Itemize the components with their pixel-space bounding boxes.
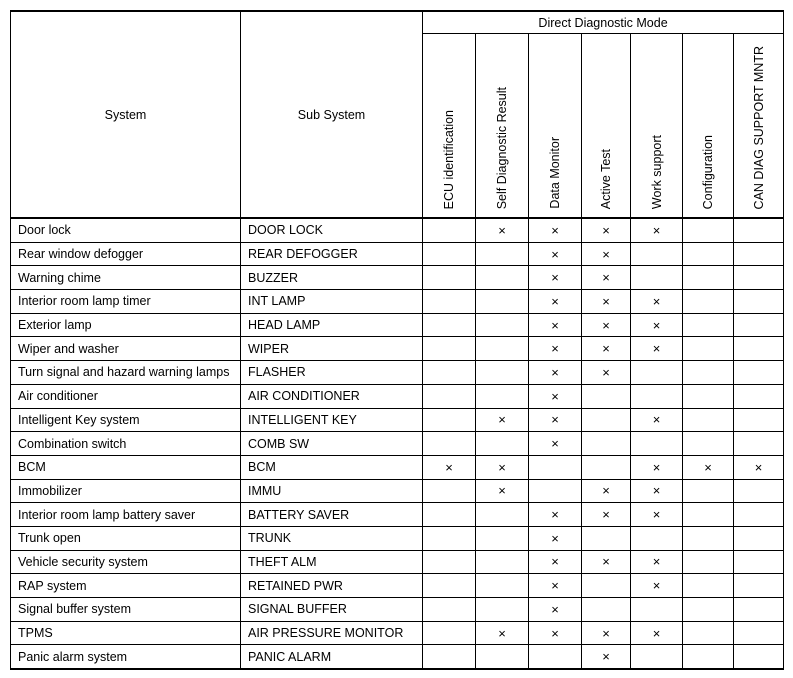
sub-system-cell: INTELLIGENT KEY (241, 408, 423, 432)
empty-cell (476, 266, 529, 290)
mode-column-header (683, 34, 734, 219)
supported-mark: × (582, 218, 631, 242)
supported-mark: × (529, 432, 582, 456)
sub-system-cell: HEAD LAMP (241, 313, 423, 337)
empty-cell (582, 455, 631, 479)
mode-header-label: ECU identification (442, 109, 456, 209)
empty-cell (734, 598, 784, 622)
sub-system-cell: BUZZER (241, 266, 423, 290)
system-cell: Interior room lamp timer (11, 290, 241, 314)
supported-mark: × (476, 621, 529, 645)
empty-cell (476, 550, 529, 574)
table-row (11, 479, 784, 503)
table-row (11, 337, 784, 361)
system-cell: Panic alarm system (11, 645, 241, 669)
empty-cell (631, 598, 683, 622)
empty-cell (529, 455, 582, 479)
empty-cell (631, 645, 683, 669)
system-cell: Warning chime (11, 266, 241, 290)
empty-cell (582, 526, 631, 550)
empty-cell (423, 384, 476, 408)
empty-cell (734, 621, 784, 645)
sub-system-cell: AIR PRESSURE MONITOR (241, 621, 423, 645)
supported-mark: × (631, 503, 683, 527)
system-cell: Combination switch (11, 432, 241, 456)
sub-system-cell: TRUNK (241, 526, 423, 550)
supported-mark: × (476, 479, 529, 503)
supported-mark: × (582, 503, 631, 527)
empty-cell (631, 361, 683, 385)
system-cell: Trunk open (11, 526, 241, 550)
empty-cell (734, 408, 784, 432)
empty-cell (683, 290, 734, 314)
table-row (11, 242, 784, 266)
empty-cell (476, 598, 529, 622)
empty-cell (734, 361, 784, 385)
mode-column-header (529, 34, 582, 219)
empty-cell (631, 266, 683, 290)
empty-cell (582, 384, 631, 408)
supported-mark: × (734, 455, 784, 479)
empty-cell (683, 266, 734, 290)
empty-cell (423, 526, 476, 550)
supported-mark: × (631, 574, 683, 598)
empty-cell (423, 503, 476, 527)
sub-system-cell: COMB SW (241, 432, 423, 456)
sub-system-cell: DOOR LOCK (241, 218, 423, 242)
empty-cell (734, 479, 784, 503)
system-cell: Door lock (11, 218, 241, 242)
supported-mark: × (582, 242, 631, 266)
system-cell: RAP system (11, 574, 241, 598)
empty-cell (423, 290, 476, 314)
empty-cell (683, 432, 734, 456)
supported-mark: × (582, 313, 631, 337)
empty-cell (582, 408, 631, 432)
empty-cell (734, 218, 784, 242)
table-row (11, 621, 784, 645)
empty-cell (423, 621, 476, 645)
supported-mark: × (582, 645, 631, 669)
supported-mark: × (631, 550, 683, 574)
empty-cell (683, 313, 734, 337)
empty-cell (476, 361, 529, 385)
empty-cell (423, 218, 476, 242)
table-row (11, 455, 784, 479)
system-cell: Vehicle security system (11, 550, 241, 574)
empty-cell (683, 337, 734, 361)
mode-column-header (582, 34, 631, 219)
empty-cell (683, 361, 734, 385)
supported-mark: × (631, 337, 683, 361)
empty-cell (683, 503, 734, 527)
system-cell: Interior room lamp battery saver (11, 503, 241, 527)
empty-cell (529, 645, 582, 669)
table-row (11, 526, 784, 550)
mode-column-header (423, 34, 476, 219)
table-row (11, 266, 784, 290)
system-cell: TPMS (11, 621, 241, 645)
empty-cell (529, 479, 582, 503)
supported-mark: × (423, 455, 476, 479)
supported-mark: × (529, 621, 582, 645)
system-cell: Intelligent Key system (11, 408, 241, 432)
empty-cell (476, 645, 529, 669)
sub-system-cell: THEFT ALM (241, 550, 423, 574)
empty-cell (582, 574, 631, 598)
system-cell: Turn signal and hazard warning lamps (11, 361, 241, 385)
supported-mark: × (683, 455, 734, 479)
sub-system-cell: REAR DEFOGGER (241, 242, 423, 266)
mode-header-label: Active Test (599, 148, 613, 209)
empty-cell (476, 313, 529, 337)
empty-cell (423, 266, 476, 290)
empty-cell (476, 384, 529, 408)
empty-cell (631, 526, 683, 550)
sub-system-cell: BATTERY SAVER (241, 503, 423, 527)
system-cell: BCM (11, 455, 241, 479)
sub-system-cell: RETAINED PWR (241, 574, 423, 598)
empty-cell (734, 242, 784, 266)
supported-mark: × (631, 479, 683, 503)
diagnostic-mode-table (10, 10, 784, 670)
mode-column-header (631, 34, 683, 219)
sub-system-cell: AIR CONDITIONER (241, 384, 423, 408)
supported-mark: × (529, 266, 582, 290)
table-row (11, 432, 784, 456)
supported-mark: × (582, 550, 631, 574)
table-row (11, 313, 784, 337)
empty-cell (683, 479, 734, 503)
table-row (11, 645, 784, 669)
empty-cell (734, 432, 784, 456)
sub-system-cell: WIPER (241, 337, 423, 361)
empty-cell (734, 550, 784, 574)
empty-cell (476, 574, 529, 598)
table-row (11, 574, 784, 598)
supported-mark: × (529, 574, 582, 598)
empty-cell (683, 526, 734, 550)
empty-cell (631, 384, 683, 408)
empty-cell (476, 337, 529, 361)
empty-cell (423, 408, 476, 432)
supported-mark: × (582, 266, 631, 290)
empty-cell (631, 242, 683, 266)
empty-cell (734, 384, 784, 408)
supported-mark: × (631, 455, 683, 479)
empty-cell (683, 550, 734, 574)
empty-cell (734, 266, 784, 290)
mode-header-label: Data Monitor (548, 137, 562, 209)
empty-cell (423, 242, 476, 266)
table-row (11, 598, 784, 622)
empty-cell (476, 432, 529, 456)
supported-mark: × (582, 361, 631, 385)
supported-mark: × (631, 313, 683, 337)
table-row (11, 290, 784, 314)
table-row (11, 361, 784, 385)
mode-header-label: CAN DIAG SUPPORT MNTR (751, 45, 766, 209)
empty-cell (423, 361, 476, 385)
empty-cell (476, 290, 529, 314)
empty-cell (683, 621, 734, 645)
empty-cell (734, 526, 784, 550)
supported-mark: × (631, 218, 683, 242)
empty-cell (734, 574, 784, 598)
empty-cell (423, 598, 476, 622)
empty-cell (631, 432, 683, 456)
empty-cell (734, 337, 784, 361)
empty-cell (423, 432, 476, 456)
sub-system-column-header: Sub System (241, 11, 423, 218)
table-row (11, 408, 784, 432)
supported-mark: × (529, 526, 582, 550)
supported-mark: × (476, 408, 529, 432)
system-cell: Signal buffer system (11, 598, 241, 622)
empty-cell (683, 598, 734, 622)
sub-system-cell: IMMU (241, 479, 423, 503)
sub-system-cell: BCM (241, 455, 423, 479)
supported-mark: × (631, 408, 683, 432)
supported-mark: × (582, 479, 631, 503)
system-cell: Air conditioner (11, 384, 241, 408)
sub-system-cell: INT LAMP (241, 290, 423, 314)
supported-mark: × (529, 550, 582, 574)
table-row (11, 503, 784, 527)
supported-mark: × (582, 337, 631, 361)
empty-cell (476, 503, 529, 527)
empty-cell (423, 313, 476, 337)
empty-cell (734, 645, 784, 669)
empty-cell (734, 503, 784, 527)
supported-mark: × (529, 598, 582, 622)
empty-cell (423, 479, 476, 503)
mode-header-label: Self Diagnostic Result (495, 86, 509, 209)
mode-column-header (734, 34, 784, 219)
table-row (11, 384, 784, 408)
supported-mark: × (476, 455, 529, 479)
table-row (11, 218, 784, 242)
supported-mark: × (529, 384, 582, 408)
mode-header-label: Configuration (701, 134, 715, 209)
supported-mark: × (529, 313, 582, 337)
empty-cell (683, 384, 734, 408)
direct-diagnostic-mode-header: Direct Diagnostic Mode (423, 11, 784, 34)
empty-cell (683, 645, 734, 669)
empty-cell (683, 574, 734, 598)
supported-mark: × (631, 621, 683, 645)
empty-cell (582, 598, 631, 622)
system-column-header: System (11, 11, 241, 218)
empty-cell (423, 550, 476, 574)
empty-cell (476, 242, 529, 266)
sub-system-cell: SIGNAL BUFFER (241, 598, 423, 622)
mode-header-label: Work support (649, 134, 664, 209)
supported-mark: × (529, 218, 582, 242)
empty-cell (683, 218, 734, 242)
mode-column-header (476, 34, 529, 219)
empty-cell (734, 290, 784, 314)
supported-mark: × (529, 242, 582, 266)
sub-system-cell: FLASHER (241, 361, 423, 385)
supported-mark: × (529, 361, 582, 385)
empty-cell (582, 432, 631, 456)
supported-mark: × (582, 621, 631, 645)
system-cell: Wiper and washer (11, 337, 241, 361)
sub-system-cell: PANIC ALARM (241, 645, 423, 669)
empty-cell (476, 526, 529, 550)
supported-mark: × (582, 290, 631, 314)
empty-cell (423, 574, 476, 598)
table-row (11, 550, 784, 574)
empty-cell (683, 242, 734, 266)
supported-mark: × (529, 503, 582, 527)
supported-mark: × (529, 408, 582, 432)
system-cell: Immobilizer (11, 479, 241, 503)
empty-cell (423, 645, 476, 669)
system-cell: Rear window defogger (11, 242, 241, 266)
supported-mark: × (631, 290, 683, 314)
supported-mark: × (529, 337, 582, 361)
empty-cell (423, 337, 476, 361)
supported-mark: × (476, 218, 529, 242)
empty-cell (734, 313, 784, 337)
supported-mark: × (529, 290, 582, 314)
system-cell: Exterior lamp (11, 313, 241, 337)
empty-cell (683, 408, 734, 432)
